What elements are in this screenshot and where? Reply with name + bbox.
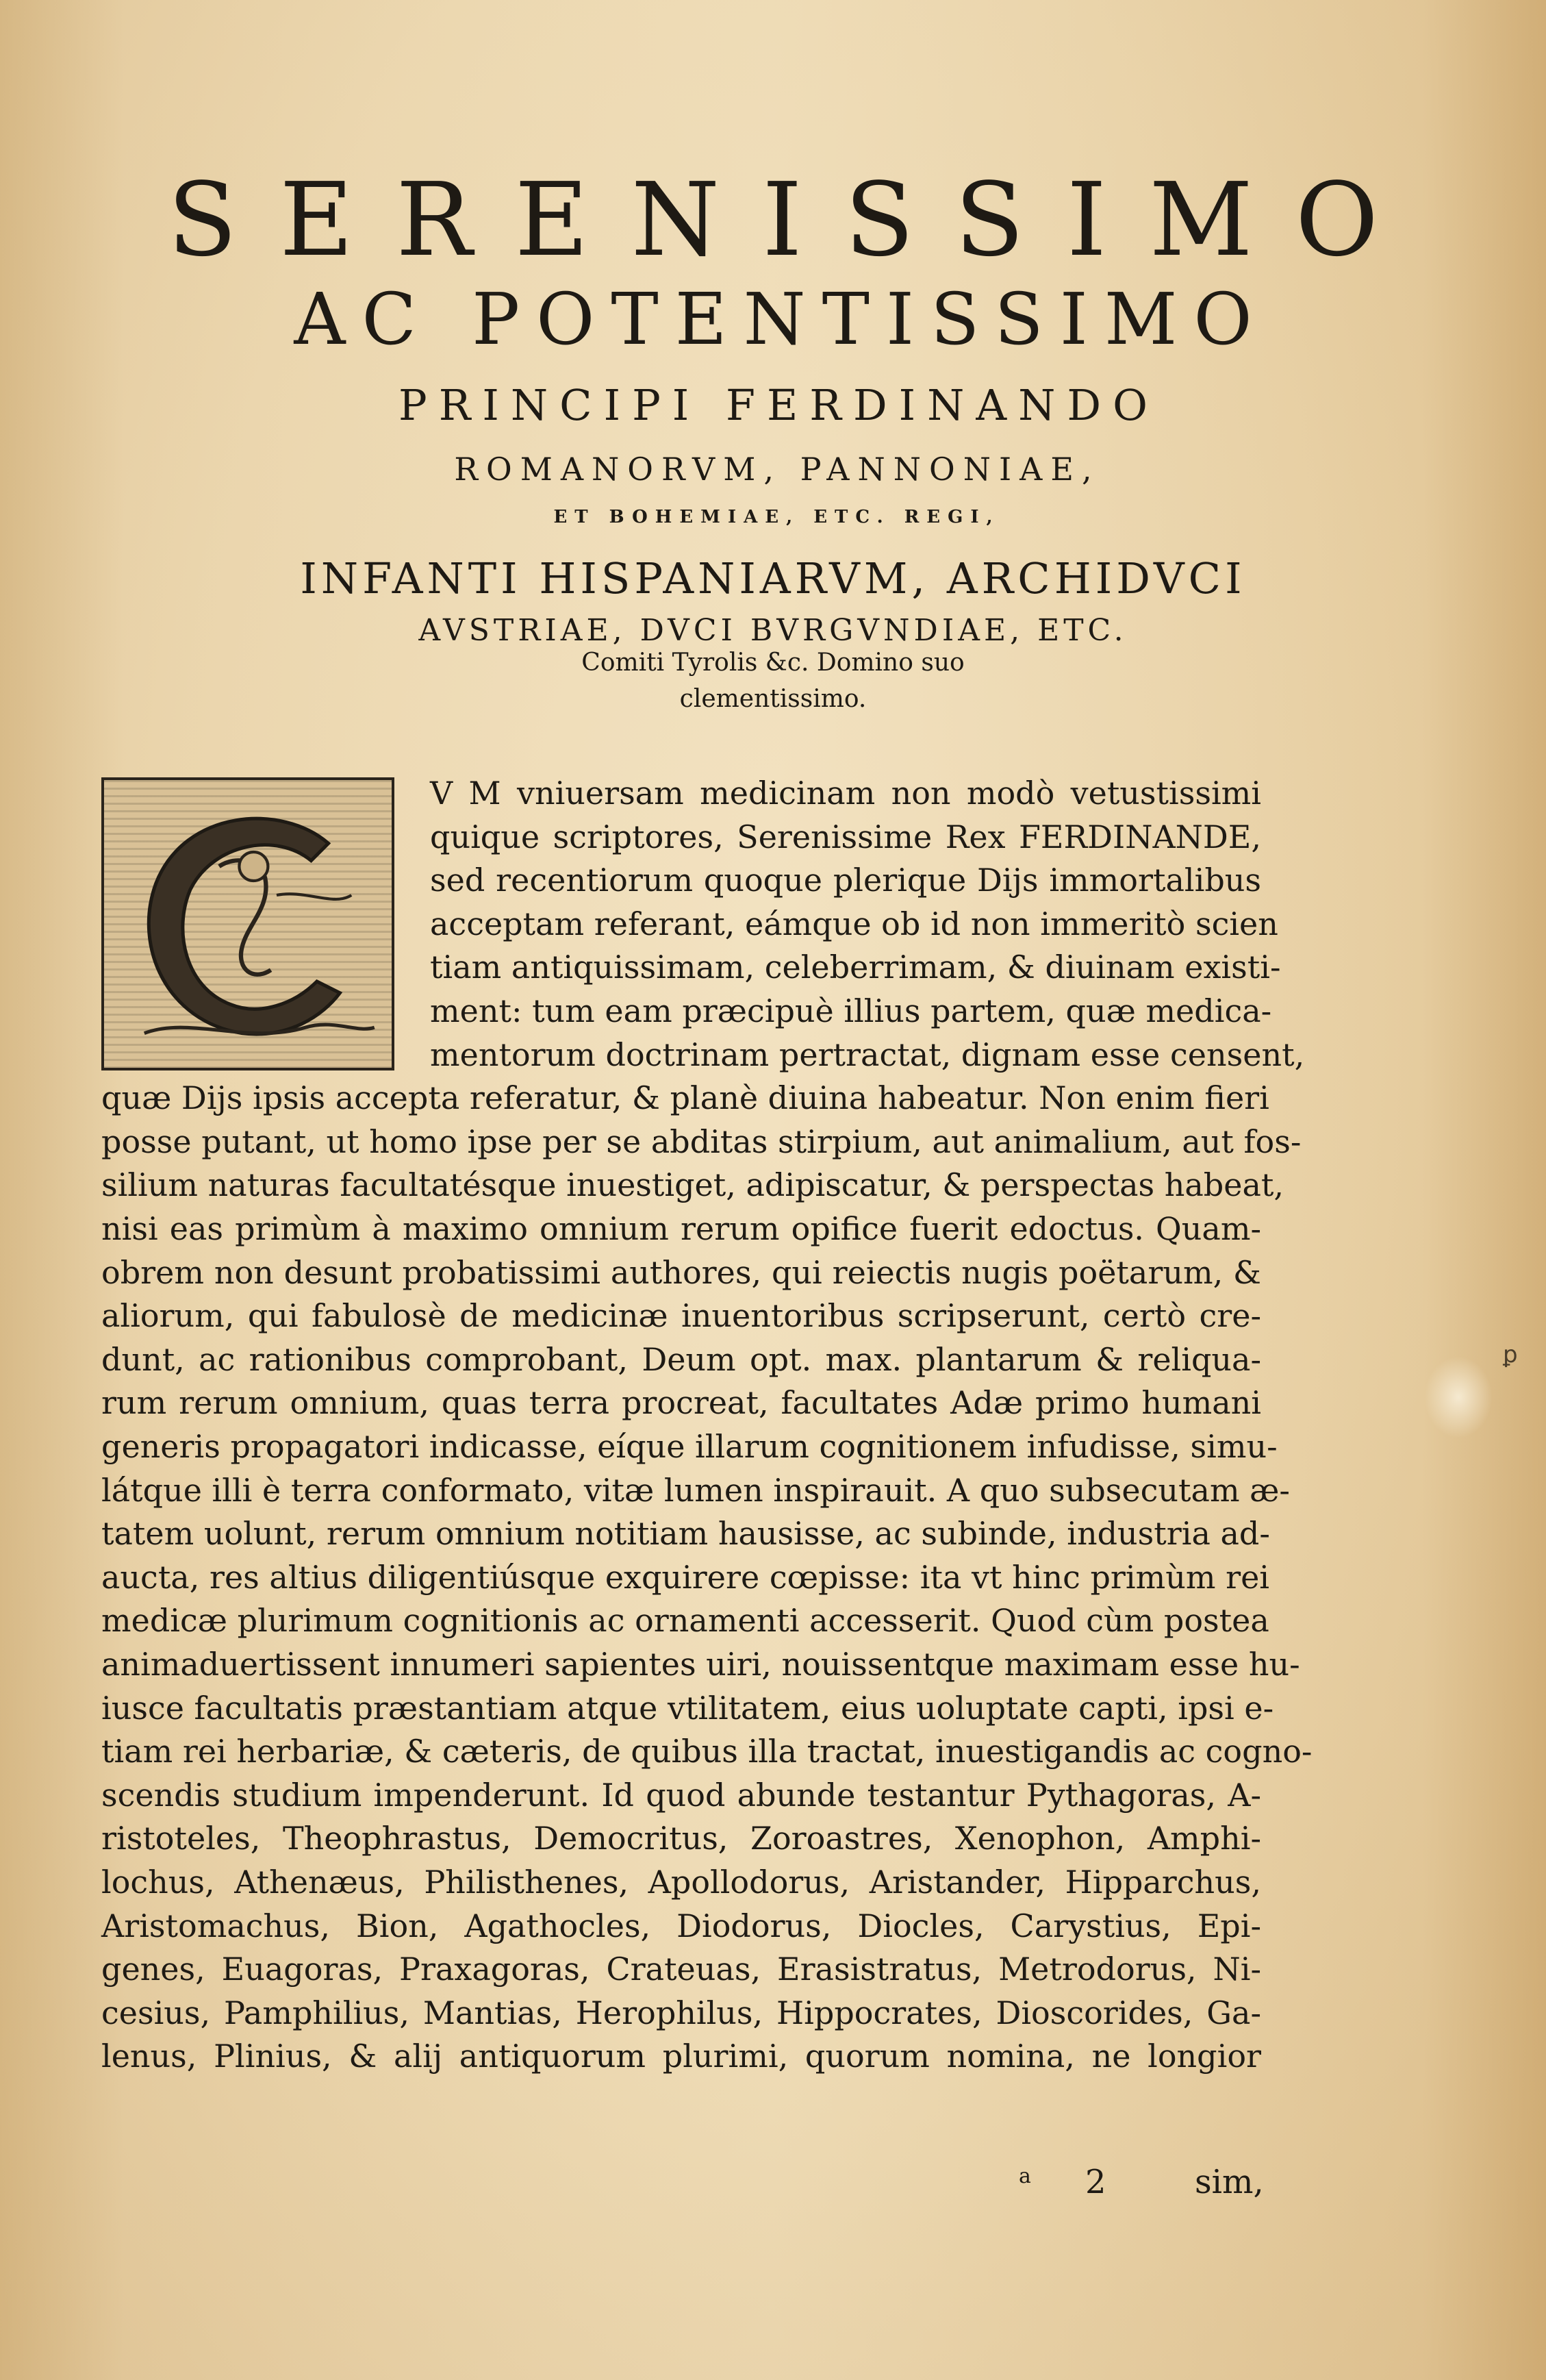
heading-line-1: SERENISSIMO [167,161,1421,279]
heading-line-3: PRINCIPI FERDINANDO [398,380,1159,430]
text-line: genes, Euagoras, Praxagoras, Crateuas, Erasistratus, Metrodorus, Ni- [101,1951,1261,1988]
text-line: V M vniuersam medicinam non modò vetustissimi [430,775,1261,812]
text-line: lochus, Athenæus, Philisthenes, Apollodorus, Aristander, Hipparchus, [101,1864,1261,1901]
text-line: obrem non desunt probatissimi authores, qui reiectis nugis poëtarum, & [101,1254,1261,1291]
text-line: sed recentiorum quoque plerique Dijs immortalibus [430,862,1261,899]
text-line: aucta, res altius diligentiúsque exquirere cœpisse: ita vt hinc primùm rei [101,1559,1270,1596]
text-line: nisi eas primùm à maximo omnium rerum opifice fuerit edoctus. Quam- [101,1210,1261,1247]
text-line: dunt, ac rationibus comprobant, Deum opt. max. plantarum & reliqua- [101,1341,1261,1378]
text-line: tiam rei herbariæ, & cæteris, de quibus illa tractat, inuestigandis ac cogno- [101,1733,1313,1770]
signature-mark: a [1019,2164,1031,2188]
text-line: tatem uolunt, rerum omnium notitiam hausisse, ac subinde, industria ad- [101,1515,1270,1552]
text-line: quæ Dijs ipsis accepta referatur, & planè diuina habeatur. Non enim fieri [101,1079,1269,1116]
text-line: mentorum doctrinam pertractat, dignam esse censent, [430,1036,1305,1073]
text-line: iusce facultatis præstantiam atque vtilitatem, eius uoluptate capti, ipsi e- [101,1690,1274,1727]
text-line: scendis studium impenderunt. Id quod abunde testantur Pythagoras, A- [101,1777,1261,1814]
paper-damage [1424,1356,1493,1438]
text-line: aliorum, qui fabulosè de medicinæ inuentoribus scripserunt, certò cre- [101,1297,1261,1334]
heading-line-7: AVSTRIAE, DVCI BVRGVNDIAE, ETC. [418,613,1128,648]
text-line: rum rerum omnium, quas terra procreat, facultates Adæ primo humani [101,1384,1261,1421]
text-line: tiam antiquissimam, celeberrimam, & diuinam existi- [430,949,1281,986]
text-line: animaduertissent innumeri sapientes uiri, nouissentque maximam esse hu- [101,1646,1300,1683]
heading-line-5: ET BOHEMIAE, ETC. REGI, [553,507,1000,527]
heading-line-4: ROMANORVM, PANNONIAE, [454,451,1100,488]
text-line: acceptam referant, eámque ob id non immeritò scien [430,905,1278,942]
catchword: sim, [1195,2163,1264,2201]
heading-line-6: INFANTI HISPANIARVM, ARCHIDVCI [300,553,1246,603]
margin-mark: ꝑ [1503,1341,1518,1368]
decorated-initial-c-icon [101,777,394,1070]
text-line: cesius, Pamphilius, Mantias, Herophilus, Hippocrates, Dioscorides, Ga- [101,1994,1261,2031]
text-line: látque illi è terra conformato, vitæ lumen inspirauit. A quo subsecutam æ- [101,1472,1290,1509]
page-signature-number: 2 [1085,2163,1106,2201]
text-line: ment: tum eam præcipuè illius partem, quæ medica- [430,992,1272,1029]
heading-line-9: clementissimo. [679,685,867,713]
text-line: quique scriptores, Serenissime Rex FERDINANDE, [430,818,1261,855]
text-line: medicæ plurimum cognitionis ac ornamenti accesserit. Quod cùm postea [101,1602,1269,1639]
text-line: posse putant, ut homo ipse per se abditas stirpium, aut animalium, aut fos- [101,1123,1302,1160]
text-line: Aristomachus, Bion, Agathocles, Diodorus, Diocles, Carystius, Epi- [101,1907,1261,1944]
text-line: lenus, Plinius, & alij antiquorum plurimi, quorum nomina, ne longior [101,2038,1261,2075]
text-line: ristoteles, Theophrastus, Democritus, Zoroastres, Xenophon, Amphi- [101,1820,1261,1857]
heading-line-8: Comiti Tyrolis &c. Domino suo [581,649,965,677]
text-line: generis propagatori indicasse, eíque illarum cognitionem infudisse, simu- [101,1428,1278,1465]
text-line: silium naturas facultatésque inuestiget, adipiscatur, & perspectas habeat, [101,1166,1284,1203]
heading-line-2: AC POTENTISSIMO [294,277,1269,361]
